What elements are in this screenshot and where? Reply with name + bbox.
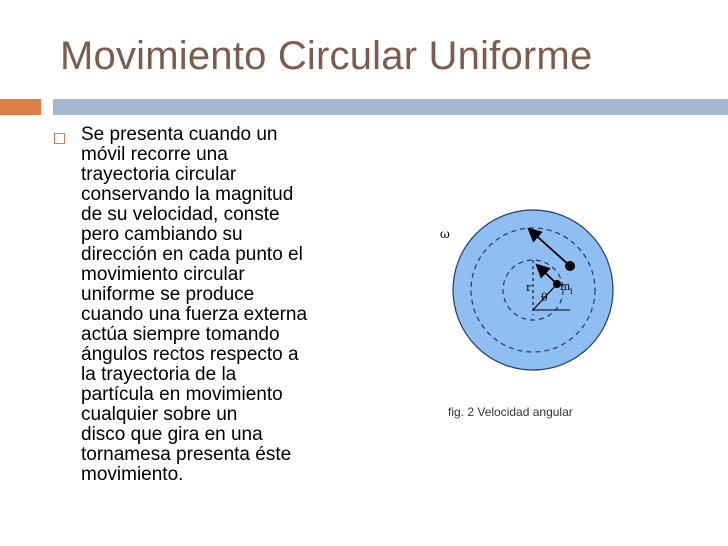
title-rule-gap (41, 99, 53, 115)
title-rule (53, 99, 728, 115)
mass-label: m (560, 280, 571, 293)
omega-label: ω (440, 227, 450, 241)
radius-label: r (526, 281, 532, 294)
angle-label: θ (541, 291, 548, 304)
figure-caption: fig. 2 Velocidad angular (448, 405, 573, 419)
mass-subscript: i (570, 287, 573, 296)
slide-title: Movimiento Circular Uniforme (60, 34, 593, 78)
outer-mass-dot (565, 261, 575, 271)
bullet-square-icon (54, 133, 65, 144)
bullet-text: Se presenta cuando un móvil recorre una trayectoria circular conservando la magnitud de su velocidad, conste pero cambiando su dirección en cada punto el movimiento circular uniforme se produce cuando una fuerza externa actúa siempre tomando ángulos rectos respecto a la trayectoria de la partícula en movimiento cualquier sobre un disco que gira en una tornamesa presenta éste movimiento. (81, 124, 308, 485)
angular-velocity-figure (420, 200, 720, 440)
title-rule-accent (0, 99, 41, 115)
disc-diagram (420, 200, 720, 440)
